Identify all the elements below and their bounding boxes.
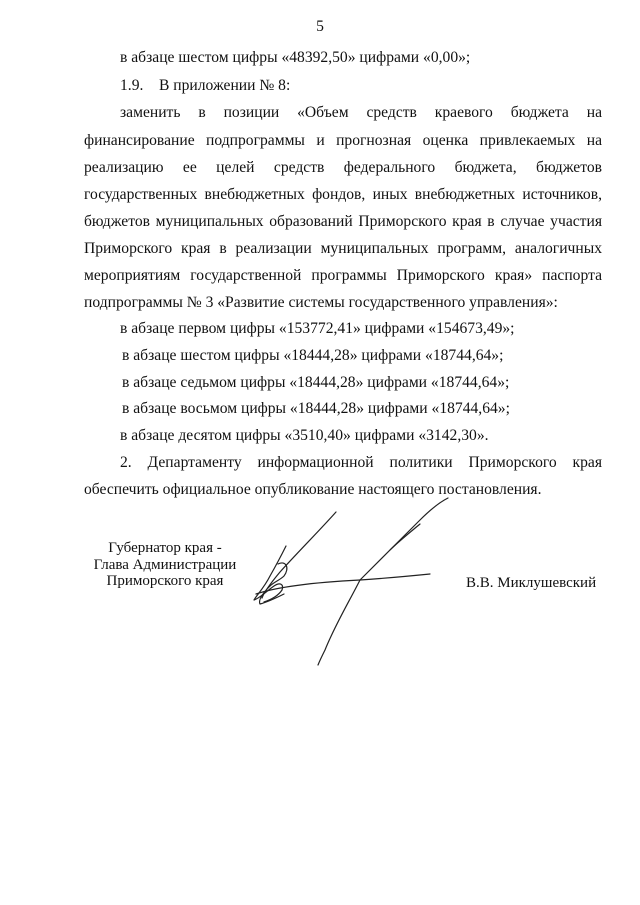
section-heading: 1.9. В приложении № 8: — [120, 77, 291, 94]
signatory-title — [80, 540, 250, 590]
signatory-title-line: Глава Администрации — [93, 556, 237, 573]
paragraph-line: 2. Департаменту информационной политики Приморского края — [120, 454, 602, 471]
paragraph-line: мероприятиям государственной программы Приморского края» паспорта — [84, 267, 602, 284]
paragraph-line: реализацию ее целей средств федерального бюджета, бюджетов — [84, 159, 602, 176]
list-item: в абзаце первом цифры «153772,41» цифрами «154673,49»; — [120, 320, 515, 337]
handwritten-signature — [240, 490, 480, 670]
signatory-title-line: Приморского края — [106, 573, 224, 589]
paragraph-line: государственных внебюджетных фондов, иных внебюджетных источников, — [84, 186, 602, 203]
list-item: в абзаце шестом цифры «18444,28» цифрами «18744,64»; — [122, 347, 504, 364]
paragraph-line: заменить в позиции «Объем средств краевого бюджета на — [120, 104, 602, 121]
signatory-name: В.В. Миклушевский — [466, 575, 597, 591]
paragraph-line: финансирование подпрограммы и прогнозная оценка привлекаемых на — [84, 132, 602, 149]
paragraph-line: подпрограммы № 3 «Развитие системы государственного управления»: — [84, 294, 558, 311]
signatory-title-line: Губернатор края - — [108, 540, 222, 556]
list-item: в абзаце седьмом цифры «18444,28» цифрами «18744,64»; — [122, 374, 510, 391]
text-line: в абзаце шестом цифры «48392,50» цифрами «0,00»; — [120, 49, 471, 66]
list-item: в абзаце десятом цифры «3510,40» цифрами «3142,30». — [120, 427, 489, 444]
page-number: 5 — [316, 18, 324, 35]
paragraph-line: Приморского края в реализации муниципальных программ, аналогичных — [84, 240, 602, 257]
paragraph-line: обеспечить официальное опубликование настоящего постановления. — [84, 481, 542, 498]
paragraph-line: бюджетов муниципальных образований Приморского края в случае участия — [84, 213, 602, 230]
list-item: в абзаце восьмом цифры «18444,28» цифрами «18744,64»; — [122, 400, 510, 417]
